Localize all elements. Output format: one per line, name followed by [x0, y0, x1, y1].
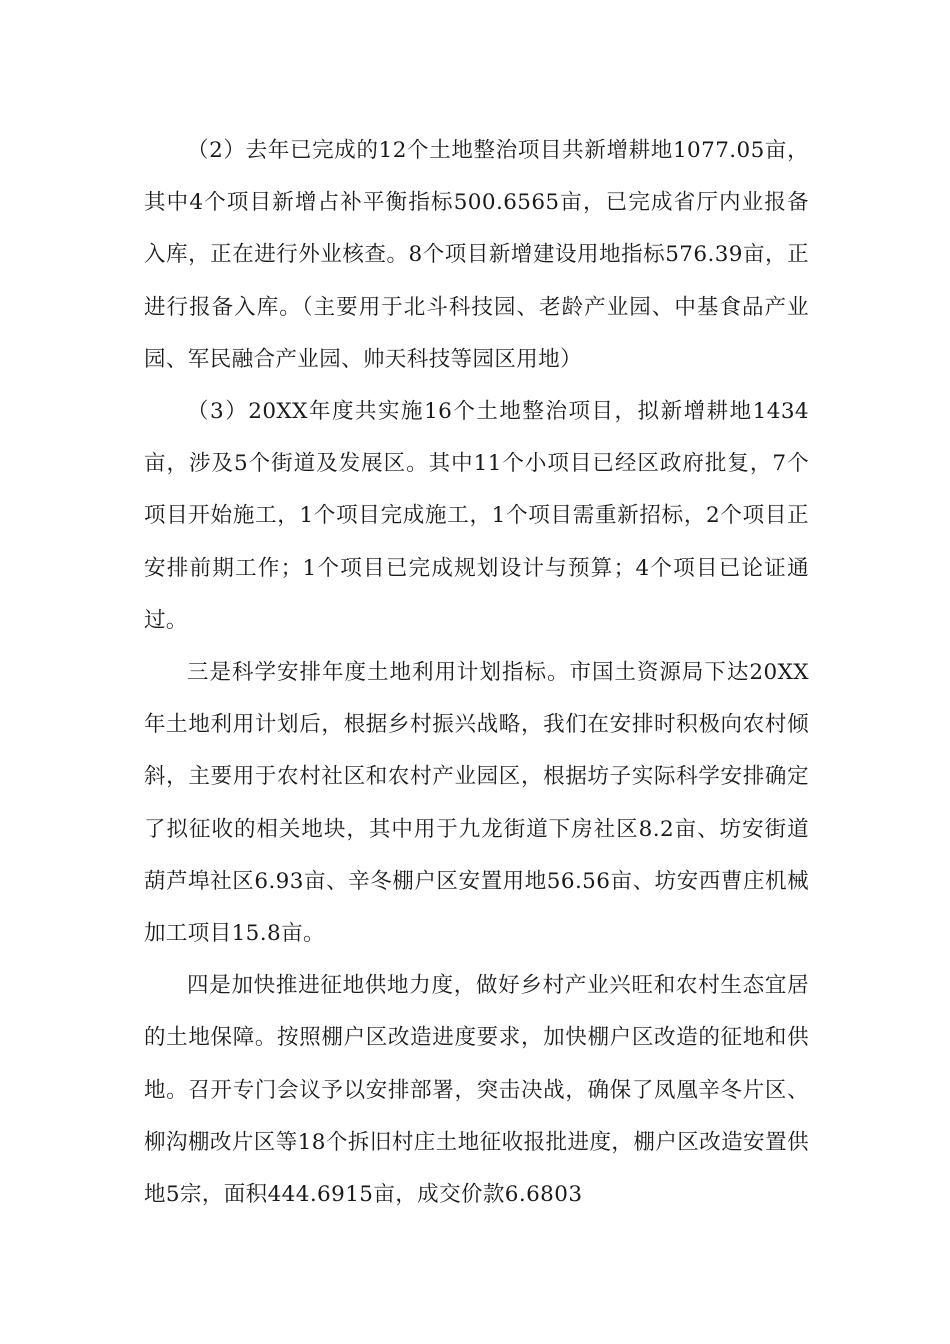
document-body: [144, 125, 809, 1221]
paragraph-land-use-plan: 三是科学安排年度土地利用计划指标。市国土资源局下达20XX年土地利用计划后，根据乡村振兴战略，我们在安排时积极向农村倾斜，主要用于农村社区和农村产业园区，根据坊子实际科学安排确定了拟征收的相关地块，其中用于九龙街道下房社区8.2亩、坊安街道葫芦埠社区6.93亩、辛冬棚户区安置用地56.56亩、坊安西曹庄机械加工项目15.8亩。: [144, 660, 809, 947]
paragraph-land-consolidation-last-year: （2）去年已完成的12个土地整治项目共新增耕地1077.05亩，其中4个项目新增占补平衡指标500.6565亩，已完成省厅内业报备入库，正在进行外业核查。8个项目新增建设用地指标576.39亩，正进行报备入库。（主要用于北斗科技园、老龄产业园、中基食品产业园、军民融合产业园、帅天科技等园区用地）: [144, 138, 809, 372]
paragraph-land-consolidation-this-year: （3）20XX年度共实施16个土地整治项目，拟新增耕地1434亩，涉及5个街道及发展区。其中11个小项目已经区政府批复，7个项目开始施工，1个项目完成施工，1个项目需重新招标，2个项目正安排前期工作；1个项目已完成规划设计与预算；4个项目已论证通过。: [144, 399, 809, 633]
paragraph-land-acquisition-supply: 四是加快推进征地供地力度，做好乡村产业兴旺和农村生态宜居的土地保障。按照棚户区改造进度要求，加快棚户区改造的征地和供地。召开专门会议予以安排部署，突击决战，确保了凤凰辛冬片区、柳沟棚改片区等18个拆旧村庄土地征收报批进度，棚户区改造安置供地5宗，面积444.6915亩，成交价款6.6803: [144, 973, 809, 1208]
